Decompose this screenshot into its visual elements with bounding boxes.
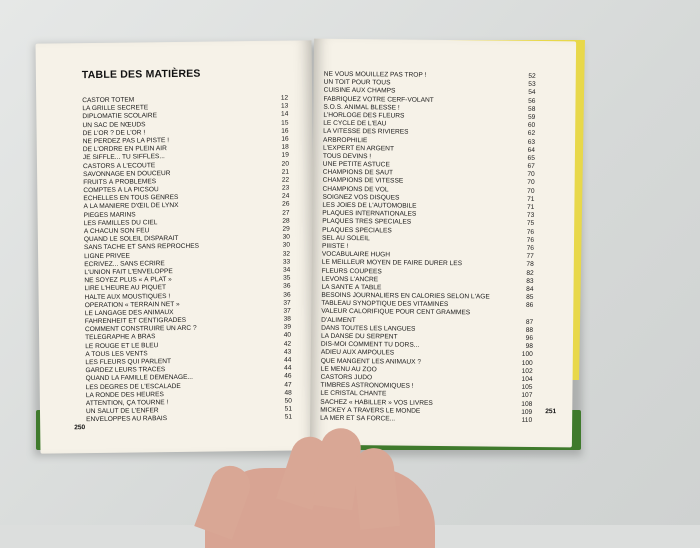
toc-entry-title: JE SIFFLE... TU SIFFLES...	[82, 153, 165, 162]
toc-entry-page: 76	[526, 228, 535, 236]
toc-entry-title: PIIISTE !	[321, 242, 349, 250]
toc-entry-page: 47	[284, 381, 292, 389]
toc-entry-page: 46	[284, 372, 292, 381]
toc-entry-page: 87	[525, 318, 534, 326]
toc-entry-title: PLAQUES TRÈS SPÉCIALES	[322, 218, 412, 227]
toc-entry-page: 14	[281, 110, 289, 119]
toc-entry-title: NE PERDEZ PAS LA PISTE !	[82, 137, 170, 146]
toc-entry-title: LES DEGRÉS DE L'ESCALADE	[85, 382, 181, 391]
toc-entry-page: 34	[282, 266, 291, 274]
toc-entry-page: 108	[521, 400, 533, 408]
toc-entry-page: 107	[521, 392, 533, 400]
toc-entry-title: BESOINS JOURNALIERS EN CALORIES SELON L'ÂGE	[321, 291, 490, 301]
toc-entry-title: CHAMPIONS DE VOL	[322, 185, 389, 194]
toc-entry-page: 85	[526, 293, 534, 302]
toc-entry-title: QUE MANGENT LES ANIMAUX ?	[320, 357, 422, 366]
toc-entry-title: CHAMPIONS DE VITESSE	[322, 177, 404, 186]
toc-entry-page: 65	[527, 154, 535, 162]
toc-entry-page: 51	[284, 413, 293, 421]
toc-entry-page: 77	[526, 253, 534, 261]
toc-entry	[86, 414, 292, 425]
toc-entry-title: LA MER ET SA FORCE...	[320, 414, 396, 423]
toc-entry-page: 82	[526, 269, 534, 277]
toc-entry-title: FABRIQUEZ VOTRE CERF-VOLANT	[323, 95, 434, 104]
toc-entry-title: CASTOR TOTEM	[82, 96, 135, 105]
toc-entry-title: COMMENT CONSTRUIRE UN ARC ?	[84, 325, 197, 334]
toc-entry-page: 76	[526, 236, 535, 244]
toc-entry-title: ÉCHELLES EN TOUS GENRES	[83, 194, 179, 203]
toc-entry-title: LE ROUGE ET LE BLEU	[85, 341, 159, 350]
toc-entry-page: 37	[283, 299, 291, 307]
toc-entry-title: LES JOIES DE L'AUTOMOBILE	[322, 201, 417, 210]
toc-entry-title: ADIEU AUX AMPOULES	[320, 349, 395, 357]
toc-entry-page: 35	[283, 274, 291, 282]
toc-entry-page: 44	[284, 364, 292, 372]
toc-entry-title: PLAQUES INTERNATIONALES	[322, 209, 417, 218]
toc-entry-page: 71	[527, 195, 535, 203]
toc-entry-page: 75	[526, 220, 535, 228]
toc-entry-page: 15	[281, 119, 289, 127]
toc-entry-page: 30	[282, 233, 290, 241]
toc-entry-page: 63	[527, 138, 536, 146]
toc-entry-title: HALTE AUX MOUSTIQUES !	[84, 292, 171, 301]
toc-entry-title: CASTORS À L'ÉCOUTE	[82, 161, 156, 170]
toc-entry-page: 43	[283, 348, 292, 356]
toc-entry-title: SEL AU SOLEIL	[322, 234, 370, 242]
toc-entry-page: 38	[283, 315, 291, 323]
toc-entry-title: L'HORLOGE DES FLEURS	[323, 111, 405, 120]
toc-entry-page: 59	[527, 113, 536, 121]
toc-entry-page: 76	[526, 244, 534, 252]
toc-entry-title: COMPTES À LA PICSOU	[83, 186, 159, 195]
toc-entry-title: LIRE L'HEURE AU PIQUET	[84, 284, 167, 293]
toc-entry-title: UN TOIT POUR TOUS	[323, 78, 391, 87]
toc-entry-title: LE LANGAGE DES ANIMAUX	[84, 308, 174, 317]
toc-entry-title: FRUITS À PROBLÈMES	[83, 178, 157, 187]
toc-entry-title: UN SAC DE NŒUDS	[82, 120, 146, 129]
toc-entry-title: CASTORS JUDO	[320, 373, 373, 382]
toc-entry-page: 16	[281, 127, 289, 135]
toc-entry-title: LA RONDE DES HEURES	[85, 390, 164, 399]
toc-entry-page: 16	[281, 135, 289, 143]
toc-entry-page: 40	[283, 332, 292, 340]
toc-entry-title: D'ALIMENT	[321, 316, 356, 324]
toc-entry-page: 86	[525, 302, 534, 310]
toc-entry-title: DE L'OR ? DE L'OR !	[82, 129, 146, 137]
toc-entry-title: ARBROPHILIE	[323, 136, 368, 144]
toc-entry-page: 36	[283, 282, 291, 291]
toc-entry-page: 62	[527, 130, 536, 138]
toc-entry-page: 110	[521, 416, 533, 424]
toc-entry-title: DIS-MOI COMMENT TU DORS...	[320, 340, 420, 349]
toc-entry-page: 78	[526, 261, 534, 269]
toc-entry-title: LES FLEURS QUI PARLENT	[85, 358, 172, 367]
toc-entry-title: UN SALUT DE L'ENFER	[85, 407, 159, 416]
toc-entry-title: ÉCRIVEZ... SANS ÉCRIRE	[84, 259, 165, 268]
toc-entry-title: CUISINE AUX CHAMPS	[323, 87, 396, 95]
toc-entry-page	[519, 310, 533, 318]
toc-entry-title: LIGNE PRIVÉE	[84, 252, 130, 260]
toc-entry-page: 83	[526, 277, 534, 285]
toc-entry-page: 30	[282, 241, 291, 250]
toc-entry-title: S.O.S. ANIMAL BLESSÉ !	[323, 103, 400, 112]
toc-entry-page: 53	[528, 81, 536, 89]
toc-entry-page: 96	[525, 334, 534, 342]
toc-entry-page: 44	[284, 356, 292, 364]
toc-entry-title: LE CRISTAL CHANTE	[320, 390, 387, 398]
toc-entry-title: LE MENU AU ZOO	[320, 365, 377, 374]
toc-entry-page: 42	[283, 340, 292, 348]
toc-entry-page: 19	[281, 151, 289, 160]
toc-entry-title: À LA MANIÈRE D'ŒIL DE LYNX	[83, 202, 179, 211]
toc-title: TABLE DES MATIÈRES	[81, 67, 201, 82]
toc-list-left	[82, 95, 292, 425]
toc-entry-title: FAHRENHEIT ET CENTIGRADES	[84, 316, 187, 326]
toc-entry-title: LE MEILLEUR MOYEN DE FAIRE DURER LES	[321, 259, 463, 268]
toc-entry-page: 98	[525, 343, 533, 351]
toc-entry-title: TOUS DEVINS !	[322, 152, 372, 161]
toc-entry-page: 52	[528, 72, 536, 80]
toc-entry-title: LE CYCLE DE L'EAU	[323, 119, 387, 128]
toc-entry-title: L'UNION FAIT L'ENVELOPPE	[84, 267, 173, 277]
toc-entry-title: CHAMPIONS DE SAUT	[322, 168, 394, 177]
toc-entry-title: NE VOUS MOUILLEZ PAS TROP !	[323, 70, 427, 79]
toc-entry-page: 50	[284, 397, 292, 405]
toc-entry-title: TIMBRES ASTRONOMIQUES !	[320, 381, 414, 390]
toc-entry-page: 70	[527, 187, 535, 195]
toc-entry-title: SAVONNAGE EN DOUCEUR	[83, 169, 171, 178]
toc-entry-title: OPÉRATION « TERRAIN NET »	[84, 300, 180, 309]
toc-entry-page: 73	[526, 212, 535, 220]
toc-entry-page: 32	[282, 250, 291, 258]
toc-entry-title: QUAND LA FAMILLE DÉMÉNAGE...	[85, 374, 194, 383]
toc-entry-title: DIPLOMATIE SCOLAIRE	[82, 112, 158, 121]
page-number-left: 250	[74, 424, 86, 432]
toc-entry-title: L'EXPERT EN ARGENT	[322, 144, 395, 153]
page-number-right: 251	[545, 408, 557, 416]
toc-entry-page: 13	[280, 102, 289, 110]
toc-entry-title: VALEUR CALORIFIQUE POUR CENT GRAMMES	[321, 308, 471, 317]
toc-entry-page: 105	[521, 383, 533, 392]
toc-entry-title: MICKEY À TRAVERS LE MONDE	[320, 406, 421, 415]
toc-entry-title: LA VITESSE DES RIVIÈRES	[323, 128, 409, 136]
toc-entry-page: 102	[521, 367, 533, 375]
toc-entry-page: 109	[521, 408, 533, 416]
toc-entry-title: PIÈGES MARINS	[83, 211, 136, 219]
toc-entry-title: ENVELOPPES AU RABAIS	[86, 415, 168, 424]
toc-entry-page: 100	[521, 351, 533, 359]
toc-entry-title: QUAND LE SOLEIL DISPARAIT	[83, 235, 179, 244]
toc-entry-page: 88	[525, 326, 534, 334]
toc-entry-title: DE L'ORDRE EN PLEIN AIR	[82, 145, 167, 154]
toc-entry-title: NE SOYEZ PLUS « À PLAT »	[84, 276, 172, 285]
toc-entry-title: SOIGNEZ VOS DISQUES	[322, 193, 400, 202]
toc-entry-title: FLEURS COUPÉES	[321, 267, 382, 275]
toc-entry-title: DANS TOUTES LES LANGUES	[321, 324, 416, 333]
toc-entry-page: 37	[283, 307, 291, 315]
toc-entry-title: TABLEAU SYNOPTIQUE DES VITAMINES	[321, 299, 449, 309]
toc-entry-page: 64	[527, 146, 536, 154]
toc-entry-page: 51	[284, 405, 293, 413]
toc-entry-page: 33	[282, 258, 291, 266]
toc-entry-page: 104	[521, 375, 533, 383]
toc-entry-page: 26	[282, 201, 290, 209]
toc-entry-title: PLAQUES SPÉCIALES	[322, 226, 392, 235]
toc-entry-page: 29	[282, 225, 290, 233]
toc-entry-page: 56	[528, 97, 536, 105]
toc-entry-page: 100	[521, 359, 533, 367]
toc-entry-title: LA GRILLE SECRÈTE	[82, 104, 149, 113]
toc-entry-page: 48	[284, 389, 292, 397]
toc-entry-page: 54	[528, 89, 536, 97]
toc-entry-page: 36	[283, 291, 291, 299]
toc-entry-title: À TOUS LES VENTS	[85, 350, 148, 358]
toc-entry-title: TÉLÉGRAPHE À BRAS	[85, 333, 156, 342]
toc-entry-title: UNE PETITE ASTUCE	[322, 160, 390, 169]
toc-entry-page: 24	[282, 192, 290, 200]
toc-entry-page: 21	[281, 168, 290, 176]
toc-entry-page: 27	[282, 209, 290, 217]
toc-entry-title: LEVONS L'ANCRE	[321, 275, 379, 284]
toc-entry-page: 84	[526, 285, 534, 293]
toc-entry-page: 70	[527, 171, 535, 179]
toc-entry-title: SACHEZ « HABILLER » VOS LIVRES	[320, 398, 433, 407]
toc-entry-title: À CHACUN SON FEU	[83, 227, 150, 236]
toc-entry-page: 23	[281, 184, 290, 192]
toc-entry-page: 18	[281, 143, 289, 151]
toc-entry-page: 39	[283, 323, 292, 331]
toc-entry-page: 60	[527, 122, 536, 130]
toc-entry-page: 70	[527, 179, 535, 187]
toc-entry-page: 20	[281, 160, 290, 168]
toc-entry-page: 71	[526, 203, 535, 211]
toc-entry-title: GARDEZ LEURS TRACES	[85, 366, 166, 375]
left-page	[36, 40, 317, 453]
toc-entry-page: 22	[281, 176, 290, 184]
toc-entry-title: LA SANTÉ À TABLE	[321, 283, 382, 292]
toc-entry-title: VOCABULAIRE HUGH	[321, 250, 391, 259]
toc-entry-page: 12	[280, 94, 289, 102]
toc-entry-page: 67	[527, 162, 535, 171]
right-page	[310, 39, 576, 448]
toc-entry	[320, 415, 532, 425]
toc-entry-title: LA DANSE DU SERPENT	[320, 332, 398, 341]
toc-entry-page: 28	[282, 217, 290, 225]
toc-entry-page: 58	[528, 105, 536, 113]
toc-list-right	[320, 71, 536, 425]
toc-entry-title: ATTENTION, ÇA TOURNE !	[85, 399, 169, 408]
toc-entry-title: LES FAMILLES DU CIEL	[83, 219, 158, 227]
toc-entry-title: SANS TACHE ET SANS REPROCHES	[83, 243, 200, 252]
